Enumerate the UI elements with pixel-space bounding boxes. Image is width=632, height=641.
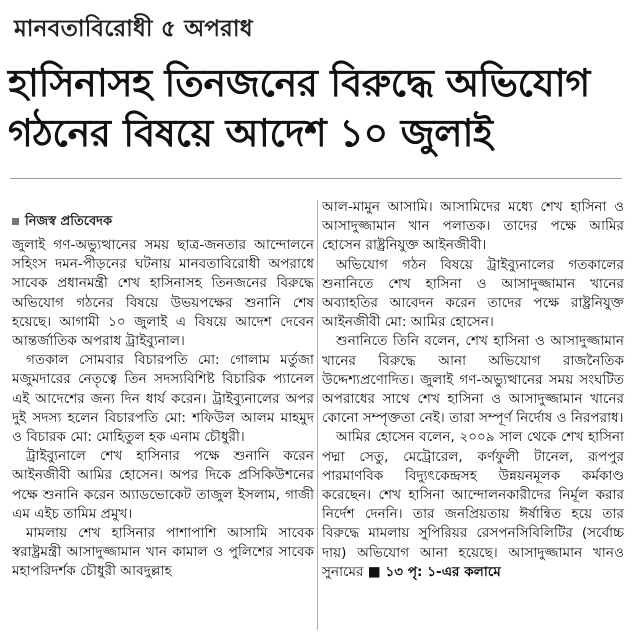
- headline-line-2: গঠনের বিষয়ে আদেশ ১০ জুলাই: [8, 111, 493, 155]
- bullet-square-icon: [12, 218, 19, 225]
- paragraph: আল-মামুন আসামি। আসামিদের মধ্যে শেখ হাসিনা ও আসাদুজ্জামান খান পলাতক। তাদের পক্ষে আমির হোসেন রাষ্ট্রনিযুক্ত আইনজীবী।: [322, 199, 624, 254]
- left-column: [12, 236, 314, 582]
- right-column: [322, 198, 624, 582]
- continuation-note: ■ ১৩ পৃ: ১-এর কলামে: [367, 563, 501, 580]
- continuation-text: ১৩ পৃ: ১-এর কলামে: [385, 563, 501, 580]
- byline-text: নিজস্ব প্রতিবেদক: [25, 214, 113, 229]
- paragraph: জুলাই গণ-অভ্যুত্থানের সময় ছাত্র-জনতার আন্দোলনে সহিংস দমন-পীড়নের ঘটনায় মানবতাবিরোধী অপরাধে সাবেক প্রধানমন্ত্রী শেখ হাসিনাসহ তিনজনের বিরুদ্ধে অভিযোগ গঠনের বিষয়ে উভয়পক্ষের শুনানি শেষ হয়েছে। আগামী ১০ জুলাই এ বিষয়ে আদেশ দেবেন আন্তর্জাতিক অপরাধ ট্রাইব্যুনাল।: [12, 237, 314, 350]
- kicker: মানবতাবিরোধী ৫ অপরাধ: [14, 16, 253, 42]
- column-divider: [317, 200, 318, 630]
- headline-line-1: হাসিনাসহ তিনজনের বিরুদ্ধে অভিযোগ: [8, 61, 590, 105]
- paragraph: গতকাল সোমবার বিচারপতি মো: গোলাম মর্তুজা মজুমদারের নেতৃত্বে তিন সদস্যবিশিষ্ট বিচারিক প্যানেল এই আদেশের জন্য দিন ধার্য করেন। ট্রাইব্যুনালের অপর দুই সদস্য হলেন বিচারপতি মো: শফিউল আলম মাহমুদ ও বিচারক মো: মোহিতুল হক এনাম চৌধুরী।: [12, 352, 314, 446]
- paragraph: ট্রাইব্যুনালে শেখ হাসিনার পক্ষে শুনানি করেন আইনজীবী আমির হোসেন। অপর দিকে প্রসিকিউশনের পক্ষে শুনানি করেন অ্যাডভোকেট তাজুল ইসলাম, গাজী এম এইচ তামিম প্রমুখ।: [12, 448, 314, 522]
- byline: [12, 212, 112, 233]
- divider: [10, 178, 622, 179]
- paragraph: অভিযোগ গঠন বিষয়ে ট্রাইব্যুনালের গতকালের শুনানিতে শেখ হাসিনা ও আসাদুজ্জামান খানের অব্যাহতির আবেদন করেন তাদের পক্ষে রাষ্ট্রনিযুক্ত আইনজীবী মো: আমির হোসেন।: [322, 256, 624, 331]
- paragraph: শুনানিতে তিনি বলেন, শেখ হাসিনা ও আসাদুজ্জামান খানের বিরুদ্ধে আনা অভিযোগ রাজনৈতিক উদ্দেশ্যপ্রণোদিত। জুলাই গণ-অভ্যুত্থানের সময় সংঘটিত অপরাধের সাথে শেখ হাসিনা ও আসাদুজ্জামান খানের কোনো সম্পৃক্ততা নেই। তারা সম্পূর্ণ নির্দোষ ও নিরপরাধ।: [322, 333, 624, 427]
- paragraph-text: আমির হোসেন বলেন, ২০০৯ সাল থেকে শেখ হাসিনা পদ্মা সেতু, মেট্রোরেল, কর্ণফুলী টানেল, রূপপুর পারমাণবিক বিদ্যুৎকেন্দ্রসহ উন্নয়নমূলক কর্মকাণ্ড করেছেন। শেখ হাসিনা আন্দোলনকারীদের নির্মূল করার নির্দেশ দেননি। তার জনপ্রিয়তায় ঈর্ষান্বিত হয়ে তার বিরুদ্ধে মামলায় সুপিরিয়র রেসপনসিবিলিটির (সর্বোচ্চ দায়) অভিযোগ আনা হয়েছে। আসাদুজ্জামান খানও সুনামের: [322, 429, 624, 580]
- paragraph: [322, 428, 624, 582]
- headline: [8, 58, 624, 158]
- paragraph: মামলায় শেখ হাসিনার পাশাপাশি আসামি সাবেক স্বরাষ্ট্রমন্ত্রী আসাদুজ্জামান খান কামাল ও পুলিশের সাবেক মহাপরিদর্শক চৌধুরী আবদুল্লাহ: [12, 525, 314, 580]
